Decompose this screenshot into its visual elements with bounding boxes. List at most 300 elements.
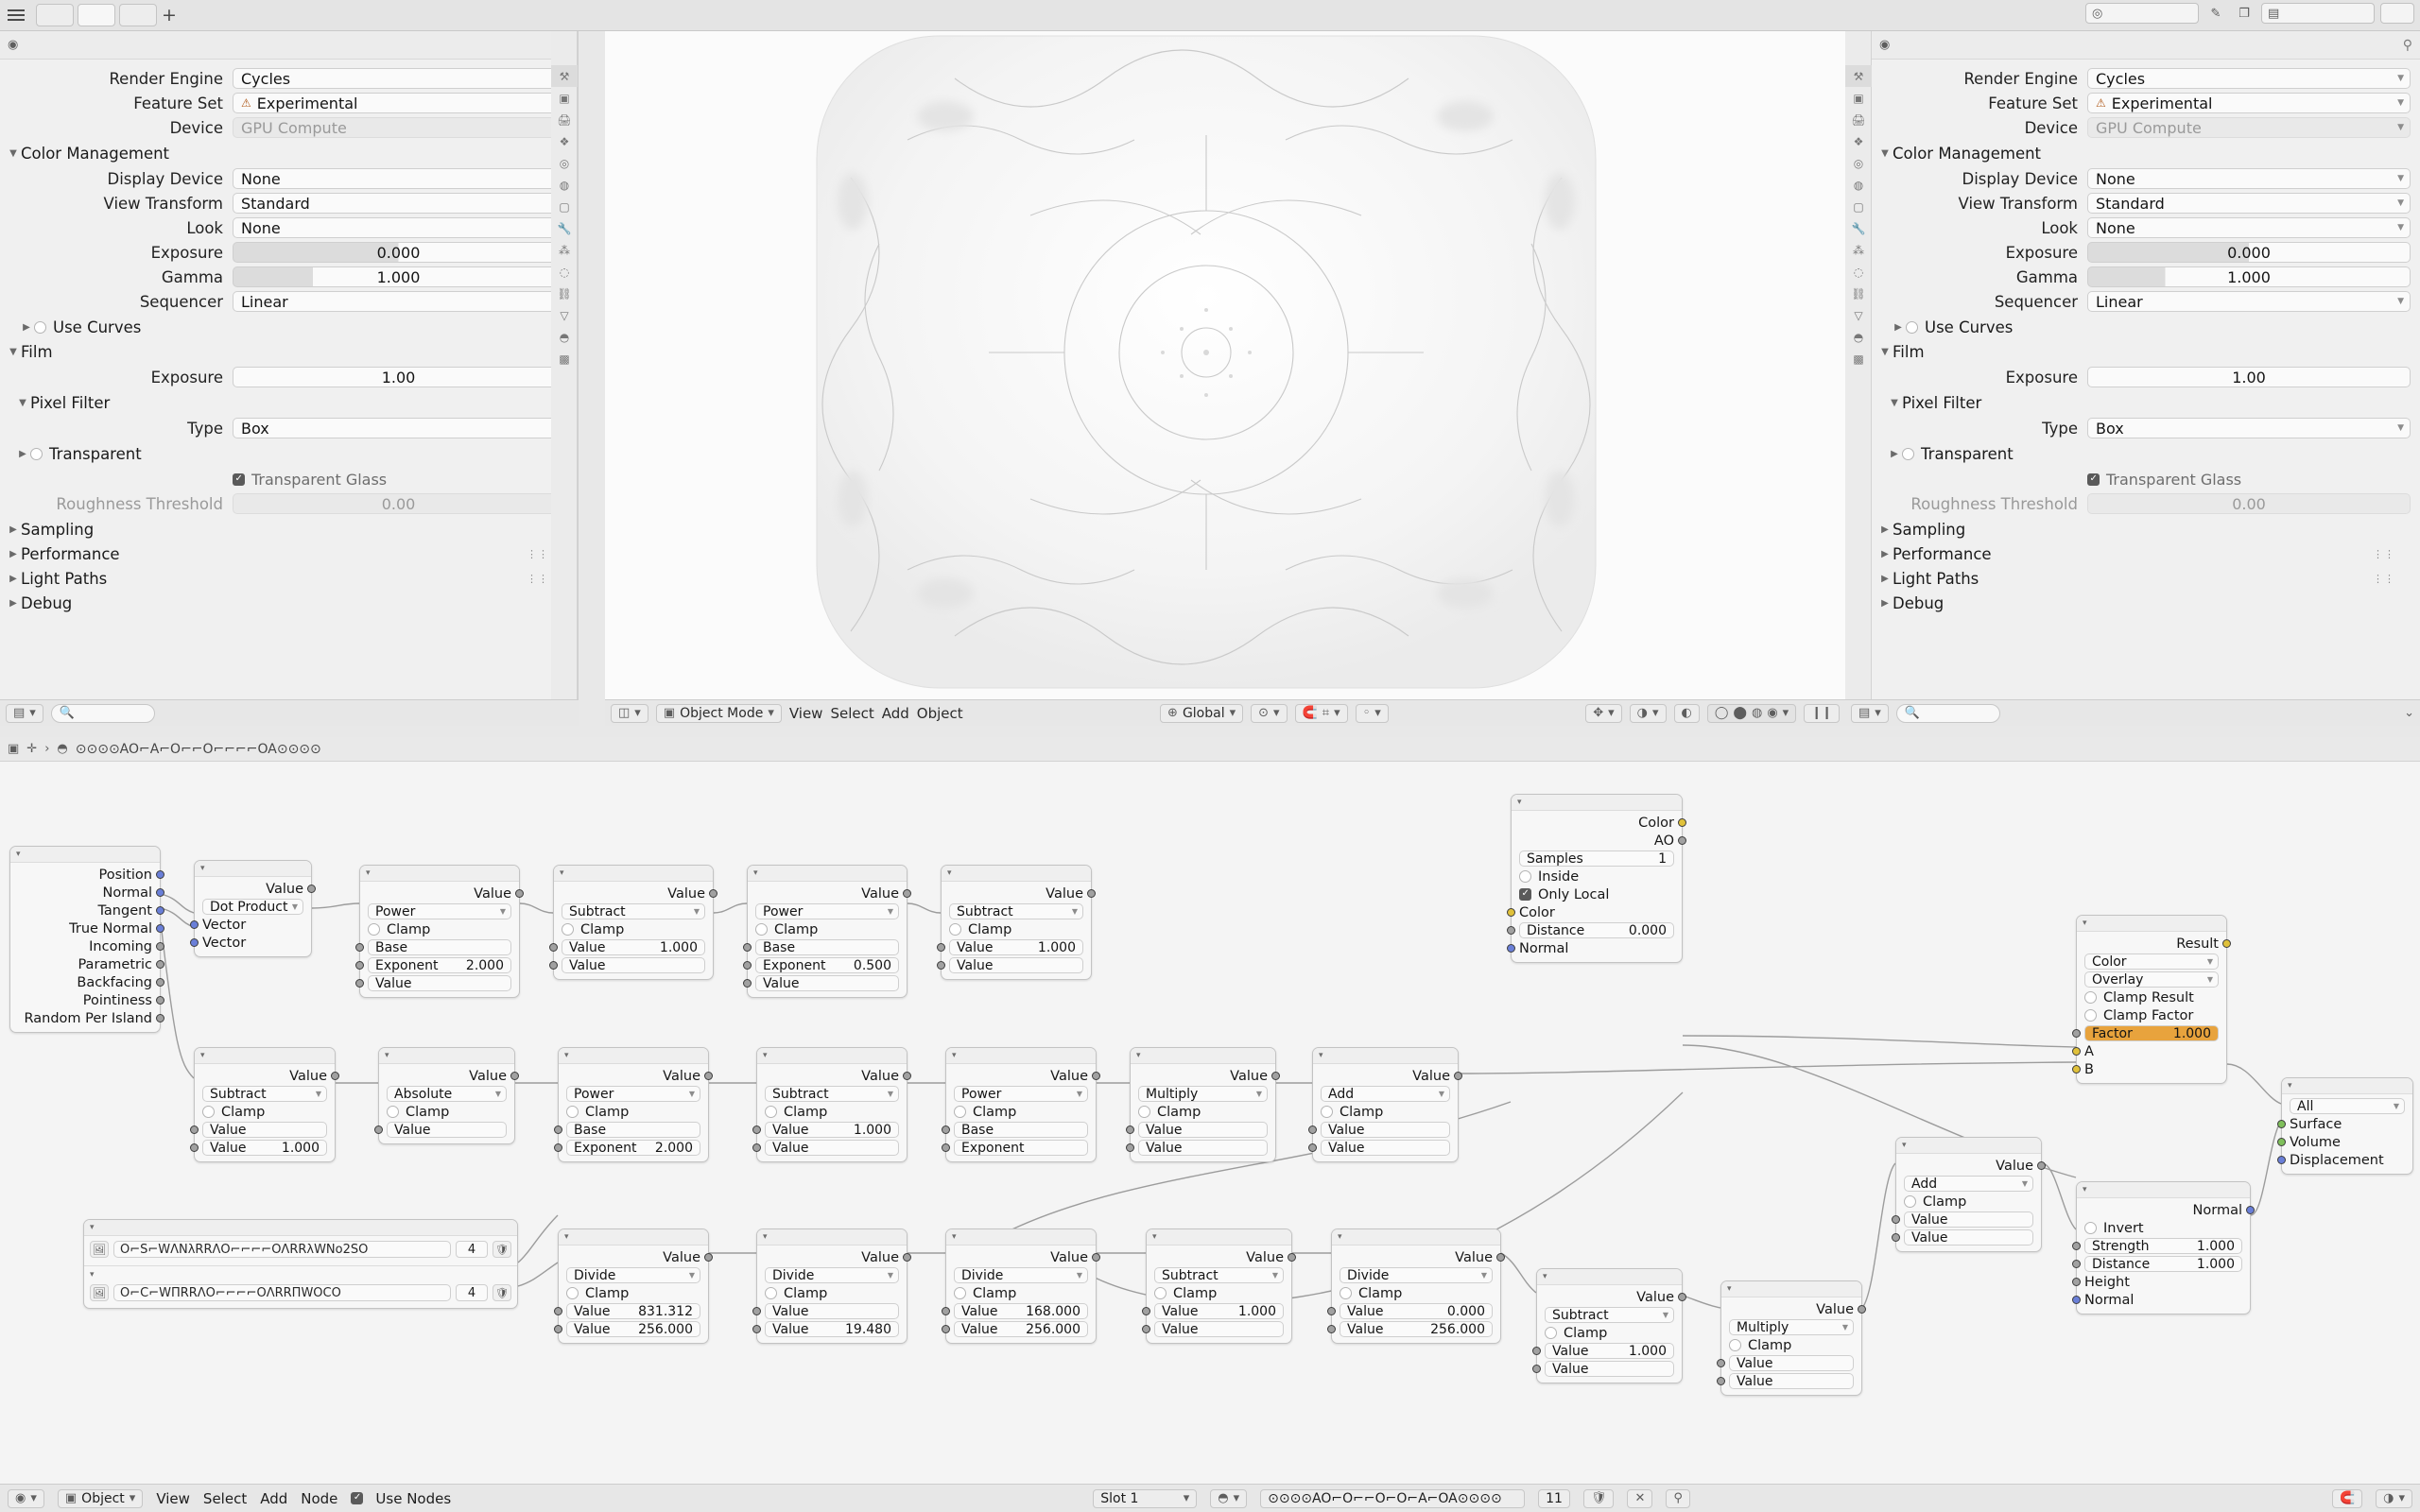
input-socket[interactable] (1532, 1347, 1541, 1355)
properties_right-exposure-value[interactable]: 0.000 (2087, 242, 2411, 263)
node-dropdown[interactable] (2077, 953, 2226, 971)
input-socket[interactable] (190, 920, 199, 929)
properties_right-view-transform-value[interactable]: Standard ▼ (2087, 193, 2411, 214)
input-socket[interactable] (355, 979, 364, 988)
output-socket[interactable] (1092, 1072, 1100, 1080)
node-header[interactable] (2282, 1078, 2412, 1094)
node-header[interactable] (1512, 795, 1682, 811)
value-field[interactable]: Value 256.000 (566, 1321, 700, 1337)
strength-field[interactable]: Strength 1.000 (2084, 1238, 2242, 1254)
properties_left-section-performance[interactable]: ▶ Performance ⋮⋮ (6, 541, 564, 566)
input-socket[interactable] (937, 943, 945, 952)
node-header[interactable] (757, 1048, 907, 1064)
node-dropdown[interactable] (559, 1266, 708, 1284)
clamp-result-checkbox[interactable]: Clamp Result (2077, 988, 2226, 1006)
node-dropdown[interactable] (946, 1085, 1096, 1103)
viewport-menu-view[interactable]: View (788, 704, 823, 722)
clamp-checkbox[interactable]: Clamp (757, 1284, 907, 1302)
output-socket[interactable] (156, 942, 164, 951)
output-socket[interactable] (1454, 1072, 1462, 1080)
use-nodes-checkbox[interactable]: ✓ Use Nodes (351, 1490, 451, 1507)
node-math-divide-1[interactable] (558, 1228, 709, 1344)
input-socket[interactable] (1126, 1125, 1134, 1134)
dropdown-field[interactable]: Divide ▼ (1340, 1267, 1493, 1283)
tab-material-icon[interactable]: ◓ (559, 330, 570, 344)
node-editor-type-selector[interactable] (8, 1489, 44, 1508)
tab-output-icon-right[interactable]: 🖨 (1851, 112, 1866, 127)
properties_right-gamma-value[interactable]: 1.000 (2087, 266, 2411, 287)
dropdown-field[interactable]: Dot Product ▼ (202, 899, 303, 915)
only-local-checkbox[interactable]: ✓ Only Local (1512, 885, 1682, 903)
tab-render-icon-right[interactable]: ▣ (1853, 91, 1864, 105)
samples-field[interactable]: Samples 1 (1519, 850, 1674, 867)
value-field[interactable]: Value 168.000 (954, 1303, 1088, 1319)
properties_right-feature-set-value[interactable]: ⚠ Experimental ▼ (2087, 93, 2411, 113)
properties_right-film-section[interactable]: ▼ Film (1877, 339, 2411, 364)
node-math-subtract-5[interactable] (1146, 1228, 1292, 1344)
fake-user-icon[interactable]: 🛡 (493, 1284, 511, 1301)
input-socket[interactable] (355, 943, 364, 952)
properties_left-film-section[interactable]: ▼ Film (6, 339, 564, 364)
node-header[interactable] (946, 1048, 1096, 1064)
pin-id-icon-right[interactable]: ⚲ (2402, 37, 2412, 53)
output-socket[interactable] (510, 1072, 519, 1080)
viewport-menu-object[interactable]: Object (916, 704, 963, 722)
clamp-checkbox[interactable]: Clamp (1332, 1284, 1500, 1302)
input-socket[interactable] (549, 943, 558, 952)
value-field[interactable]: Value (1138, 1122, 1268, 1138)
viewport-editor-type[interactable] (611, 704, 648, 723)
pivot-point-selector[interactable] (1251, 704, 1287, 723)
node-header[interactable] (2077, 916, 2226, 932)
properties-search-right[interactable] (1896, 704, 2000, 723)
output-socket[interactable] (2037, 1161, 2046, 1170)
input-socket[interactable] (942, 1325, 950, 1333)
use-curves-checkbox[interactable] (1906, 321, 1918, 334)
input-socket[interactable] (743, 943, 752, 952)
tab-world-icon-right[interactable]: ◍ (1853, 178, 1864, 192)
factor-field[interactable]: Factor 1.000 (2084, 1025, 2219, 1041)
shading-wireframe-icon[interactable]: ◯ (1714, 706, 1729, 720)
value-field[interactable]: Value (368, 975, 511, 991)
node-header[interactable] (84, 1220, 517, 1236)
tab-modifier-icon[interactable]: 🔧 (557, 221, 572, 235)
node-dropdown[interactable] (2077, 971, 2226, 988)
value-field[interactable]: Base (954, 1122, 1088, 1138)
properties_left-color-management-section[interactable]: ▼ Color Management (6, 141, 564, 165)
input-socket[interactable] (2072, 1065, 2081, 1074)
tab-material-icon-right[interactable]: ◓ (1853, 330, 1864, 344)
input-socket[interactable] (2072, 1047, 2081, 1056)
input-socket[interactable] (190, 938, 199, 947)
invert-checkbox[interactable]: Invert (2077, 1219, 2250, 1237)
input-socket[interactable] (1507, 944, 1515, 953)
browse-material-button[interactable] (1210, 1489, 1247, 1508)
tab-modifier-icon-right[interactable]: 🔧 (1851, 221, 1866, 235)
dropdown-field[interactable]: Power ▼ (755, 903, 899, 919)
node-dropdown[interactable] (1147, 1266, 1291, 1284)
add-node-icon[interactable]: ✛ (26, 742, 38, 756)
node-dropdown[interactable] (379, 1085, 514, 1103)
fake-user-toggle[interactable] (1583, 1489, 1615, 1508)
input-socket[interactable] (1142, 1325, 1150, 1333)
value-field[interactable]: Value (1545, 1361, 1674, 1377)
tab-data-icon-right[interactable]: ▽ (1854, 308, 1863, 322)
node-menu-view[interactable]: View (156, 1489, 190, 1507)
dropdown-field[interactable]: Color ▼ (2084, 954, 2219, 970)
node-dropdown[interactable] (360, 902, 519, 920)
node-dropdown[interactable] (195, 898, 311, 916)
properties_right-section-sampling[interactable]: ▶ Sampling (1877, 517, 2411, 541)
tab-scene-icon-right[interactable]: ◎ (1853, 156, 1864, 170)
output-socket[interactable] (307, 885, 316, 893)
value-field[interactable]: Value (202, 1122, 327, 1138)
node-canvas[interactable] (0, 762, 2420, 1472)
input-socket[interactable] (2072, 1278, 2081, 1286)
node-menu-add[interactable]: Add (260, 1489, 288, 1507)
clamp-factor-checkbox[interactable]: Clamp Factor (2077, 1006, 2226, 1024)
value-field[interactable]: Exponent 2.000 (368, 957, 511, 973)
node-header[interactable] (2077, 1182, 2250, 1198)
properties-options-icon[interactable]: ⌄ (2404, 706, 2414, 720)
clamp-checkbox[interactable]: Clamp (748, 920, 907, 938)
properties_left-film-exposure-value[interactable]: 1.00 (233, 367, 564, 387)
input-socket[interactable] (1507, 926, 1515, 935)
node-dropdown[interactable] (195, 1085, 335, 1103)
node-header[interactable] (360, 866, 519, 882)
input-socket[interactable] (752, 1325, 761, 1333)
input-socket[interactable] (2277, 1138, 2286, 1146)
node-math-subtract-4[interactable] (756, 1047, 908, 1162)
render-properties-icon[interactable]: ◉ (8, 38, 19, 52)
input-socket[interactable] (942, 1125, 950, 1134)
value-field[interactable]: Value (1904, 1229, 2033, 1246)
node-menu-node[interactable]: Node (301, 1489, 338, 1507)
clamp-checkbox[interactable]: Clamp (559, 1284, 708, 1302)
pin-node-tree-button[interactable] (1666, 1489, 1690, 1508)
properties_left-look-value[interactable]: None (233, 217, 564, 238)
shader-type-selector[interactable]: ▣ Object ▾ (58, 1489, 143, 1508)
properties-search-left[interactable] (51, 704, 155, 723)
properties_left-view-transform-value[interactable]: Standard (233, 193, 564, 214)
node-header[interactable] (1313, 1048, 1458, 1064)
tab-tool-icon-right[interactable]: ⚒ (1845, 65, 1872, 87)
node-header[interactable] (1131, 1048, 1275, 1064)
workspace-tab-2[interactable] (78, 4, 115, 26)
node-math-power-4[interactable] (945, 1047, 1097, 1162)
node-header-2[interactable]: ▾ (84, 1265, 517, 1282)
value-field[interactable]: Value (1904, 1211, 2033, 1228)
input-socket[interactable] (942, 1143, 950, 1152)
tab-constraints-icon[interactable]: ⛓ (557, 286, 572, 301)
tab-data-icon[interactable]: ▽ (560, 308, 569, 322)
transform-orientation-selector[interactable]: ⊕ Global ▾ (1160, 704, 1243, 723)
properties_right-section-performance[interactable]: ▶ Performance ⋮⋮ (1877, 541, 2411, 566)
dropdown-field[interactable]: Multiply ▼ (1729, 1319, 1854, 1335)
output-socket[interactable] (1678, 836, 1686, 845)
dropdown-field[interactable]: Power ▼ (954, 1086, 1088, 1102)
new-scene-icon[interactable]: ✎ (2210, 6, 2221, 21)
input-socket[interactable] (743, 961, 752, 970)
node-dropdown[interactable] (554, 902, 713, 920)
clamp-checkbox[interactable]: Clamp (1896, 1193, 2041, 1211)
value-field[interactable]: Exponent 0.500 (755, 957, 899, 973)
tab-physics-icon-right[interactable]: ◌ (1853, 265, 1864, 279)
clamp-checkbox[interactable]: Clamp (554, 920, 713, 938)
dropdown-field[interactable]: Power ▼ (368, 903, 511, 919)
pause-render-button[interactable] (1804, 704, 1840, 723)
output-socket[interactable] (2222, 939, 2231, 948)
node-header[interactable] (554, 866, 713, 882)
value-field[interactable]: Value (755, 975, 899, 991)
node-dropdown[interactable] (1721, 1318, 1861, 1336)
input-socket[interactable] (355, 961, 364, 970)
input-socket[interactable] (2072, 1260, 2081, 1268)
viewport-gizmo-toggle[interactable] (1585, 704, 1621, 723)
node-header[interactable] (946, 1229, 1096, 1246)
node-header[interactable] (379, 1048, 514, 1064)
value-field[interactable]: Value 1.000 (949, 939, 1083, 955)
value-field[interactable]: Value 19.480 (765, 1321, 899, 1337)
dropdown-field[interactable]: Power ▼ (566, 1086, 700, 1102)
properties_left-section-debug[interactable]: ▶ Debug (6, 591, 564, 615)
clamp-checkbox[interactable]: Clamp (379, 1103, 514, 1121)
clamp-checkbox[interactable]: Clamp (1313, 1103, 1458, 1121)
node-image-texture-group[interactable] (83, 1219, 518, 1309)
node-bump[interactable] (2076, 1181, 2251, 1314)
node-header[interactable] (10, 847, 160, 863)
dropdown-field[interactable]: Subtract ▼ (202, 1086, 327, 1102)
node-header[interactable] (559, 1048, 708, 1064)
dropdown-field[interactable]: Add ▼ (1321, 1086, 1450, 1102)
input-socket[interactable] (1308, 1125, 1317, 1134)
properties_right-section-debug[interactable]: ▶ Debug (1877, 591, 2411, 615)
node-math-subtract-6[interactable] (1536, 1268, 1683, 1383)
node-dropdown[interactable] (946, 1266, 1096, 1284)
output-socket[interactable] (156, 1014, 164, 1022)
value-field[interactable]: Value 831.312 (566, 1303, 700, 1319)
dropdown-field[interactable]: Absolute ▼ (387, 1086, 507, 1102)
input-socket[interactable] (752, 1307, 761, 1315)
node-dropdown[interactable] (757, 1085, 907, 1103)
node-header[interactable] (195, 861, 311, 877)
output-socket[interactable] (903, 1253, 911, 1262)
node-geometry[interactable] (9, 846, 161, 1033)
value-field[interactable]: Value (949, 957, 1083, 973)
output-socket[interactable] (1087, 889, 1096, 898)
input-socket[interactable] (2072, 1242, 2081, 1250)
transparent-glass-checkbox[interactable]: ✓ Transparent Glass (233, 471, 564, 489)
dropdown-field[interactable]: Divide ▼ (954, 1267, 1088, 1283)
input-socket[interactable] (1717, 1377, 1725, 1385)
input-socket[interactable] (937, 961, 945, 970)
browse-image-icon[interactable]: 🖼 (90, 1284, 109, 1301)
shading-material-icon[interactable]: ◍ (1751, 706, 1763, 720)
workspace-tab-3[interactable] (119, 4, 157, 26)
node-header[interactable] (195, 1048, 335, 1064)
clamp-checkbox[interactable]: Clamp (942, 920, 1091, 938)
output-socket[interactable] (156, 996, 164, 1005)
properties_left-transparent-section[interactable]: ▶ Transparent (6, 441, 564, 466)
node-math-multiply-2[interactable] (1720, 1280, 1862, 1396)
input-socket[interactable] (743, 979, 752, 988)
value-field[interactable]: Value (765, 1140, 899, 1156)
properties_right-sequencer-value[interactable]: Linear ▼ (2087, 291, 2411, 312)
view-layer-options[interactable] (2380, 3, 2414, 24)
input-socket[interactable] (190, 1143, 199, 1152)
value-field[interactable]: Value (1154, 1321, 1284, 1337)
input-socket[interactable] (2072, 1296, 2081, 1304)
dropdown-field[interactable]: Overlay ▼ (2084, 971, 2219, 988)
node-header[interactable] (559, 1229, 708, 1246)
distance-field[interactable]: Distance 0.000 (1519, 922, 1674, 938)
tab-tool-icon[interactable]: ⚒ (551, 65, 578, 87)
input-socket[interactable] (2072, 1029, 2081, 1038)
input-socket[interactable] (374, 1125, 383, 1134)
node-math-absolute[interactable] (378, 1047, 515, 1144)
properties_right-pixel-filter-section[interactable]: ▼ Pixel Filter (1877, 390, 2411, 415)
node-menu-select[interactable]: Select (202, 1489, 248, 1507)
output-socket[interactable] (156, 978, 164, 987)
properties_left-exposure-value[interactable]: 0.000 (233, 242, 564, 263)
node-dropdown[interactable] (1537, 1306, 1682, 1324)
node-dropdown[interactable] (757, 1266, 907, 1284)
node-math-subtract-1[interactable] (553, 865, 714, 980)
clamp-checkbox[interactable]: Clamp (195, 1103, 335, 1121)
input-socket[interactable] (554, 1325, 562, 1333)
output-socket[interactable] (709, 889, 717, 898)
clamp-checkbox[interactable]: Clamp (757, 1103, 907, 1121)
dropdown-field[interactable]: Subtract ▼ (562, 903, 705, 919)
tab-output-icon[interactable]: 🖨 (557, 112, 572, 127)
node-material-output[interactable] (2281, 1077, 2413, 1175)
output-socket[interactable] (1271, 1072, 1280, 1080)
value-field[interactable]: Value (1729, 1355, 1854, 1371)
inside-checkbox[interactable]: Inside (1512, 868, 1682, 885)
editor-type-selector-left[interactable] (6, 704, 43, 723)
dropdown-field[interactable]: Divide ▼ (566, 1267, 700, 1283)
section-options-icon[interactable]: ⋮⋮ (527, 572, 549, 585)
dropdown-field[interactable]: Add ▼ (1904, 1176, 2033, 1192)
material-name-field[interactable]: ⊙⊙⊙⊙AO⌐O⌐⌐O⌐O⌐A⌐OA⊙⊙⊙⊙ (1260, 1489, 1525, 1508)
scene-selector[interactable] (2085, 3, 2199, 24)
main-menu-icon[interactable] (0, 0, 32, 31)
input-socket[interactable] (1327, 1325, 1336, 1333)
clamp-checkbox[interactable]: Clamp (946, 1284, 1096, 1302)
node-vector-math-dot-product[interactable] (194, 860, 312, 957)
input-socket[interactable] (752, 1125, 761, 1134)
value-field[interactable]: Value 256.000 (1340, 1321, 1493, 1337)
image-name-field[interactable]: O⌐S⌐WΛNλRRΛO⌐⌐⌐⌐OΛRRλWNo2SO (113, 1241, 451, 1258)
material-slot-selector[interactable]: Slot 1 ▾ (1093, 1489, 1197, 1508)
copy-scene-icon[interactable]: ❐ (2238, 6, 2250, 21)
input-socket[interactable] (1308, 1143, 1317, 1152)
clamp-checkbox[interactable]: Clamp (1721, 1336, 1861, 1354)
output-socket[interactable] (331, 1072, 339, 1080)
image-name-field[interactable]: O⌐C⌐WΠRRΛO⌐⌐⌐⌐OΛRRΠWOCO (113, 1284, 451, 1301)
node-dropdown[interactable] (559, 1085, 708, 1103)
dropdown-field[interactable]: Subtract ▼ (1545, 1307, 1674, 1323)
material-users-count[interactable]: 11 (1538, 1489, 1570, 1508)
input-socket[interactable] (1717, 1359, 1725, 1367)
node-dropdown[interactable] (748, 902, 907, 920)
dropdown-field[interactable]: Multiply ▼ (1138, 1086, 1268, 1102)
output-socket[interactable] (1858, 1305, 1866, 1314)
node-dropdown[interactable] (1332, 1266, 1500, 1284)
node-math-add-1[interactable] (1312, 1047, 1459, 1162)
node-math-divide-2[interactable] (756, 1228, 908, 1344)
value-field[interactable]: Value 0.000 (1340, 1303, 1493, 1319)
node-header[interactable] (748, 866, 907, 882)
input-socket[interactable] (942, 1307, 950, 1315)
properties_right-look-value[interactable]: None ▼ (2087, 217, 2411, 238)
node-mix-rgb-overlay[interactable] (2076, 915, 2227, 1084)
tab-world-icon[interactable]: ◍ (559, 178, 570, 192)
tab-constraints-icon-right[interactable]: ⛓ (1851, 286, 1866, 301)
dropdown-field[interactable]: Divide ▼ (765, 1267, 899, 1283)
properties_left-filter-type-value[interactable]: Box (233, 418, 564, 438)
shading-rendered-icon[interactable]: ◉ (1767, 706, 1778, 720)
clamp-checkbox[interactable]: Clamp (559, 1103, 708, 1121)
node-header[interactable] (1147, 1229, 1291, 1246)
shading-solid-icon[interactable]: ⬤ (1733, 706, 1747, 720)
viewport-menu-add[interactable]: Add (881, 704, 909, 722)
node-math-power-2[interactable] (747, 865, 908, 998)
node-header[interactable] (1537, 1269, 1682, 1285)
properties_right-section-light-paths[interactable]: ▶ Light Paths ⋮⋮ (1877, 566, 2411, 591)
input-socket[interactable] (1126, 1143, 1134, 1152)
node-ambient-occlusion[interactable] (1511, 794, 1683, 963)
node-overlay-toggle[interactable] (2376, 1489, 2412, 1508)
xray-toggle[interactable] (1674, 704, 1700, 723)
properties_right-transparent-section[interactable]: ▶ Transparent (1877, 441, 2411, 466)
view-layer-selector[interactable] (2261, 3, 2375, 24)
bump-distance-field[interactable]: Distance 1.000 (2084, 1256, 2242, 1272)
node-math-subtract-2[interactable] (941, 865, 1092, 980)
value-field[interactable]: Value 1.000 (765, 1122, 899, 1138)
input-socket[interactable] (1507, 908, 1515, 917)
output-socket[interactable] (704, 1253, 713, 1262)
value-field[interactable]: Value (1321, 1140, 1450, 1156)
output-socket[interactable] (1288, 1253, 1296, 1262)
input-socket[interactable] (190, 1125, 199, 1134)
input-socket[interactable] (549, 961, 558, 970)
value-field[interactable]: Base (566, 1122, 700, 1138)
dropdown-field[interactable]: All ▼ (2290, 1098, 2405, 1114)
viewport-menu-select[interactable]: Select (830, 704, 874, 722)
editor-type-selector-right[interactable] (1851, 704, 1889, 723)
output-socket[interactable] (156, 888, 164, 897)
value-field[interactable]: Value 256.000 (954, 1321, 1088, 1337)
output-socket[interactable] (903, 889, 911, 898)
value-field[interactable]: Value (1138, 1140, 1268, 1156)
node-header[interactable] (1332, 1229, 1500, 1246)
value-field[interactable]: Value (1729, 1373, 1854, 1389)
3d-viewport[interactable] (605, 31, 1845, 699)
value-field[interactable]: Value 1.000 (202, 1140, 327, 1156)
output-socket[interactable] (2246, 1206, 2255, 1214)
tab-object-icon-right[interactable]: ▢ (1853, 199, 1864, 214)
output-socket[interactable] (1678, 818, 1686, 827)
input-socket[interactable] (554, 1143, 562, 1152)
fake-user-icon[interactable]: 🛡 (493, 1241, 511, 1258)
properties_left-gamma-value[interactable]: 1.000 (233, 266, 564, 287)
node-snap-toggle[interactable] (2332, 1489, 2362, 1508)
transparent-checkbox[interactable] (30, 448, 43, 460)
input-socket[interactable] (2277, 1156, 2286, 1164)
clamp-checkbox[interactable]: Clamp (946, 1103, 1096, 1121)
tab-scene-icon[interactable]: ◎ (559, 156, 570, 170)
